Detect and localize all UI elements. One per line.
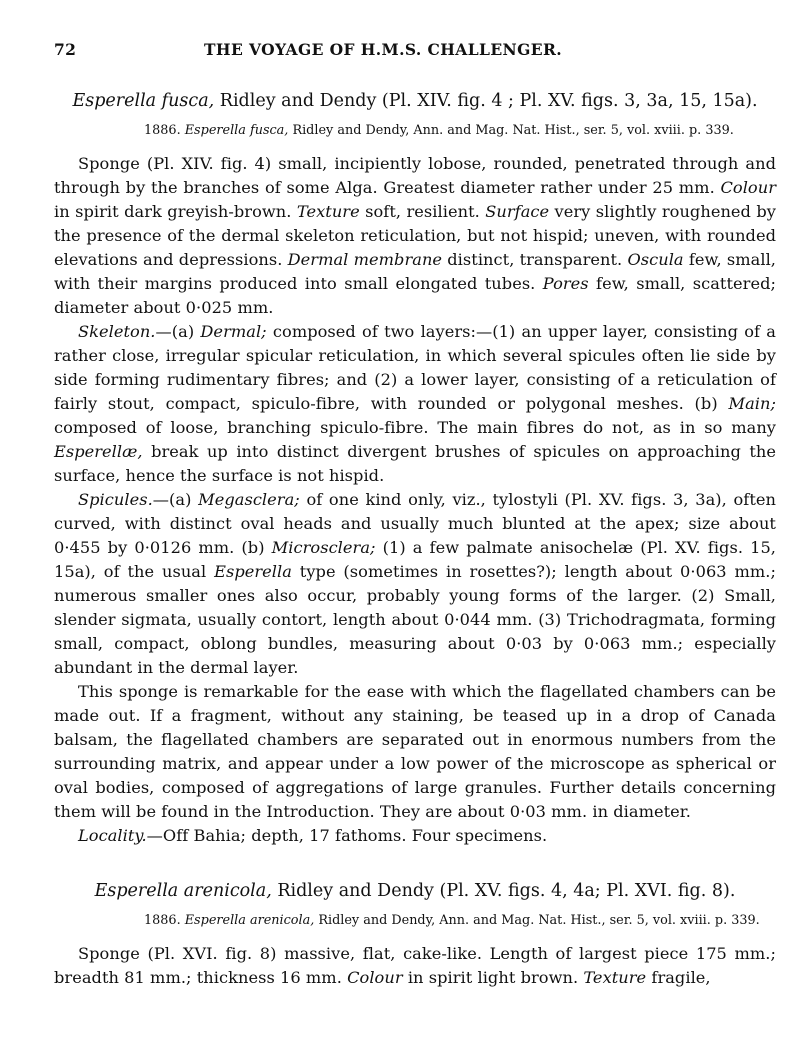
species-authors-refs: Ridley and Dendy (Pl. XIV. fig. 4 ; Pl. XV. figs. 3, 3a, 15, 15a). [214,91,758,111]
text-run: composed of loose, branching spiculo-fibre. The main fibres do not, as in so many [54,418,776,437]
synonymy-citation [54,122,776,140]
text-run: —(a) [155,322,201,341]
text-run: few, small, with their margins produced into small elongated tubes. [54,250,777,293]
text-run: few, small, scattered; diameter about 0·025 mm. [54,274,777,317]
skeleton-label: Skeleton. [78,322,156,341]
species-name: Esperella arenicola, [94,881,272,901]
locality-paragraph [54,824,776,848]
species-heading-esperella-arenicola [54,878,776,904]
text-run: in spirit light brown. [402,968,584,987]
term-colour: Colour [720,178,776,197]
locality-label: Locality. [78,826,147,845]
description-paragraph [54,942,776,990]
synonymy-citation [54,912,776,930]
text-run: distinct, transparent. [442,250,628,269]
text-run: Sponge (Pl. XIV. fig. 4) small, incipiently lobose, rounded, penetrated through and through by the branches of some Alga. Greatest diameter rather under 25 mm. [54,154,776,197]
text-run: in spirit dark greyish-brown. [54,202,297,221]
term-main: Main; [728,394,776,413]
page-number: 72 [54,40,77,59]
running-title: THE VOYAGE OF H.M.S. CHALLENGER. [204,40,563,59]
species-name: Esperella fusca, [72,91,215,111]
spicules-label: Spicules. [78,490,153,509]
term-texture: Texture [296,202,360,221]
term-megasclera: Megasclera; [198,490,300,509]
term-pores: Pores [542,274,589,293]
spicules-paragraph [54,488,776,680]
text-run: Sponge (Pl. XVI. fig. 8) massive, flat, cake-like. Length of largest piece 175 mm.; breadth 81 mm.; thickness 16 mm. [54,944,776,987]
term-esperella: Esperella [214,562,292,581]
remarks-paragraph: This sponge is remarkable for the ease with which the flagellated chambers can be made out. If a fragment, without any staining, be teased up in a drop of Canada balsam, the flagellated chambers are separated out in enormous numbers from the surrounding matrix, and appear under a low power of the microscope as spherical or oval bodies, composed of aggregations of large granules. Further details concerning them will be found in the Introduction. They are about 0·03 mm. in diameter. [54,682,776,821]
text-run: —(a) [152,490,199,509]
term-dermal: Dermal; [200,322,267,341]
citation-species-name: Esperella fusca, [184,123,289,138]
text-run: fragile, [646,968,711,987]
term-surface: Surface [485,202,550,221]
skeleton-paragraph [54,320,776,488]
term-dermal-membrane: Dermal membrane [287,250,443,269]
text-run: —Off Bahia; depth, 17 fathoms. Four specimens. [146,826,548,845]
species-heading-esperella-fusca [54,88,776,114]
text-run: break up into distinct divergent brushes of spicules on approaching the surface, hence the surface is not hispid. [54,442,776,485]
text-run: type (sometimes in rosettes?); length about 0·063 mm.; numerous smaller ones also occur, probably young forms of the larger. (2) Small, slender sigmata, usually contort, length about 0·044 mm. (3) Trichodragmata, forming small, compact, oblong bundles, measuring about 0·03 by 0·063 mm.; especially abundant in the dermal layer. [54,562,776,677]
description-paragraph [54,152,776,320]
term-colour: Colour [347,968,403,987]
running-header [54,40,776,66]
text-run: soft, resilient. [359,202,486,221]
text-run: (1) a few palmate anisochelæ (Pl. XV. figs. 15, 15a), of the usual [54,538,776,581]
term-oscula: Oscula [627,250,684,269]
citation-reference: Ridley and Dendy, Ann. and Mag. Nat. Hist., ser. 5, vol. xviii. p. 339. [288,123,734,138]
text-run: very slightly roughened by the presence of the dermal skeleton reticulation, but not hispid; uneven, with rounded elevations and depressions. [54,202,776,269]
term-texture: Texture [583,968,647,987]
text-run: composed of two layers:—(1) an upper layer, consisting of a rather close, irregular spicular reticulation, in which several spicules often lie side by side forming rudimentary fibres; and (2) a lower layer, consisting of a reticulation of fairly stout, compact, spiculo-fibre, with rounded or polygonal meshes. (b) [54,322,776,413]
term-microsclera: Microsclera; [271,538,376,557]
species-authors-refs: Ridley and Dendy (Pl. XV. figs. 4, 4a; Pl. XVI. fig. 8). [271,881,736,901]
citation-species-name: Esperella arenicola, [184,913,315,928]
citation-reference: Ridley and Dendy, Ann. and Mag. Nat. Hist., ser. 5, vol. xviii. p. 339. [314,913,760,928]
citation-year: 1886. [144,913,181,928]
text-run: of one kind only, viz., tylostyli (Pl. XV. figs. 3, 3a), often curved, with distinct oval heads and usually much blunted at the apex; size about 0·455 by 0·0126 mm. (b) [54,490,776,557]
term-esperellae: Esperellæ, [54,442,143,461]
citation-year: 1886. [144,123,181,138]
document-page [54,40,776,990]
